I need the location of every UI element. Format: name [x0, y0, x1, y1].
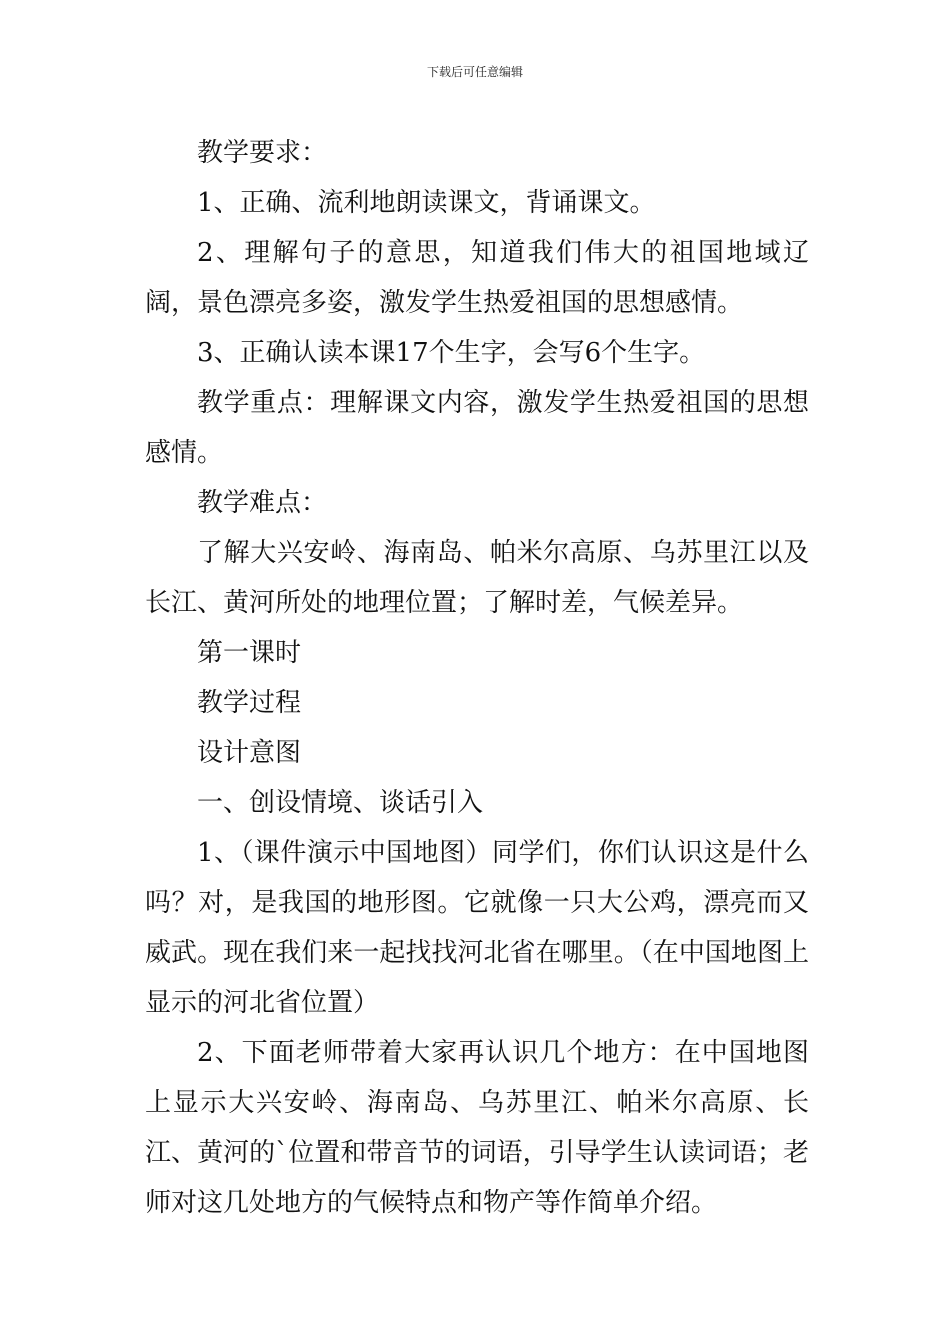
requirement-item-3: 3、正确认读本课17个生字，会写6个生字。 [197, 338, 706, 368]
page-header: 下载后可任意编辑 [426, 65, 523, 79]
teaching-difficulties-text: 了解大兴安岭、海南岛、帕米尔高原、乌苏里江以及长江、黄河所处的地理位置；了解时差，气候差异。 [145, 538, 809, 618]
lesson-period-heading: 第一课时 [197, 638, 302, 668]
requirement-item-2: 2、理解句子的意思，知道我们伟大的祖国地域辽阔，景色漂亮多姿，激发学生热爱祖国的思想感情。 [145, 238, 809, 318]
requirement-item-1: 1、正确、流利地朗读课文，背诵课文。 [197, 188, 656, 218]
heading-teaching-difficulties: 教学难点： [197, 488, 328, 518]
teaching-process-heading: 教学过程 [197, 688, 302, 718]
heading-teaching-requirements: 教学要求： [197, 138, 328, 168]
teaching-key-points: 教学重点：理解课文内容，激发学生热爱祖国的思想感情。 [145, 388, 809, 468]
design-intent-heading: 设计意图 [197, 738, 302, 768]
process-step-1: 1、（课件演示中国地图）同学们，你们认识这是什么吗？对，是我国的地形图。它就像一只大公鸡，漂亮而又威武。现在我们来一起找找河北省在哪里。（在中国地图上显示的河北省位置） [145, 838, 809, 1018]
document-body [145, 128, 809, 1228]
process-step-2: 2、下面老师带着大家再认识几个地方：在中国地图上显示大兴安岭、海南岛、乌苏里江、帕米尔高原、长江、黄河的`位置和带音节的词语，引导学生认读词语；老师对这几处地方的气候特点和物产等作简单介绍。 [145, 1038, 809, 1218]
section-one-heading: 一、创设情境、谈话引入 [197, 788, 484, 818]
